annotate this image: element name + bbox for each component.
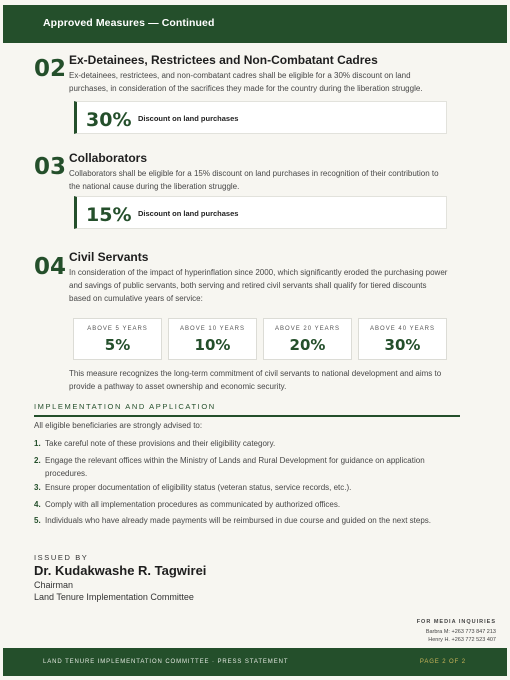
tier-label: ABOVE 5 YEARS [87, 326, 148, 332]
tier-label: ABOVE 20 YEARS [275, 326, 340, 332]
tier-label: ABOVE 10 YEARS [180, 326, 245, 332]
tier-card-10-years [168, 318, 257, 360]
implementation-intro: All eligible beneficiaries are strongly advised to: [34, 421, 203, 430]
discount-value: 15% [86, 204, 132, 226]
section-body: In consideration of the impact of hyperinflation since 2000, which significantly eroded the purchasing power and savings of public servants, both serving and retired civil servants shall qualify for tiered discounts based on cumulative years of service: [69, 268, 448, 303]
step-number: 1. [34, 439, 41, 448]
step-text: Individuals who have already made payments will be reimbursed in due course and guided on the next steps. [45, 516, 432, 525]
media-contact: Henry H. +263 772 523 407 [428, 637, 496, 643]
media-inquiries-heading: FOR MEDIA INQUIRIES [416, 619, 496, 625]
discount-label: Discount on land purchases [138, 209, 239, 218]
discount-callout [74, 196, 447, 229]
tier-card-40-years [358, 318, 447, 360]
page-header [3, 5, 507, 43]
section-title: Ex-Detainees, Restrictees and Non-Combatant Cadres [69, 53, 378, 67]
section-body: Ex-detainees, restrictees, and non-combatant cadres shall be eligible for a 30% discount on land purchases, in consideration of the sacrifices they made for the country during the liberation struggle. [69, 71, 423, 93]
step-text: Ensure proper documentation of eligibility status (veteran status, service records, etc.). [45, 483, 352, 492]
page-footer [3, 648, 507, 676]
step-number: 3. [34, 483, 41, 492]
section-divider [34, 415, 460, 417]
issuer-name: Dr. Kudakwashe R. Tagwirei [34, 563, 207, 578]
media-contact: Barbra M: +263 773 847 213 [425, 629, 496, 635]
tier-value: 10% [194, 336, 231, 354]
discount-value: 30% [86, 109, 132, 131]
footer-org-label: LAND TENURE IMPLEMENTATION COMMITTEE · PRESS STATEMENT [43, 659, 289, 665]
discount-label: Discount on land purchases [138, 114, 239, 123]
discount-callout [74, 101, 447, 134]
section-title: Civil Servants [69, 250, 149, 264]
step-number: 4. [34, 500, 41, 509]
section-body: Collaborators shall be eligible for a 15% discount on land purchases in recognition of their contribution to the national cause during the liberation struggle. [69, 169, 439, 191]
issuer-role: Chairman [34, 580, 74, 590]
section-number: 02 [34, 56, 67, 82]
tier-card-5-years [73, 318, 162, 360]
step-text: Take careful note of these provisions and their eligibility category. [45, 439, 276, 448]
tier-value: 30% [384, 336, 421, 354]
step-text: Engage the relevant offices within the Ministry of Lands and Rural Development for guidance on application procedures. [45, 456, 425, 478]
issuer-organization: Land Tenure Implementation Committee [34, 592, 194, 602]
header-title: Approved Measures — Continued [43, 17, 215, 29]
section-number: 03 [34, 154, 67, 180]
step-text: Comply with all implementation procedures as communicated by authorized offices. [45, 500, 341, 509]
section-closing: This measure recognizes the long-term commitment of civil servants to national development and aims to provide a pathway to asset ownership and economic security. [69, 369, 442, 391]
step-number: 5. [34, 516, 41, 525]
page-number: PAGE 2 OF 2 [419, 659, 466, 665]
step-number: 2. [34, 456, 41, 465]
tier-value: 20% [289, 336, 326, 354]
tier-value: 5% [104, 336, 131, 354]
section-number: 04 [34, 254, 67, 280]
section-title: Collaborators [69, 151, 148, 165]
issued-by-label: ISSUED BY [34, 553, 89, 562]
tier-card-20-years [263, 318, 352, 360]
implementation-heading: IMPLEMENTATION AND APPLICATION [34, 402, 216, 411]
tier-label: ABOVE 40 YEARS [370, 326, 435, 332]
